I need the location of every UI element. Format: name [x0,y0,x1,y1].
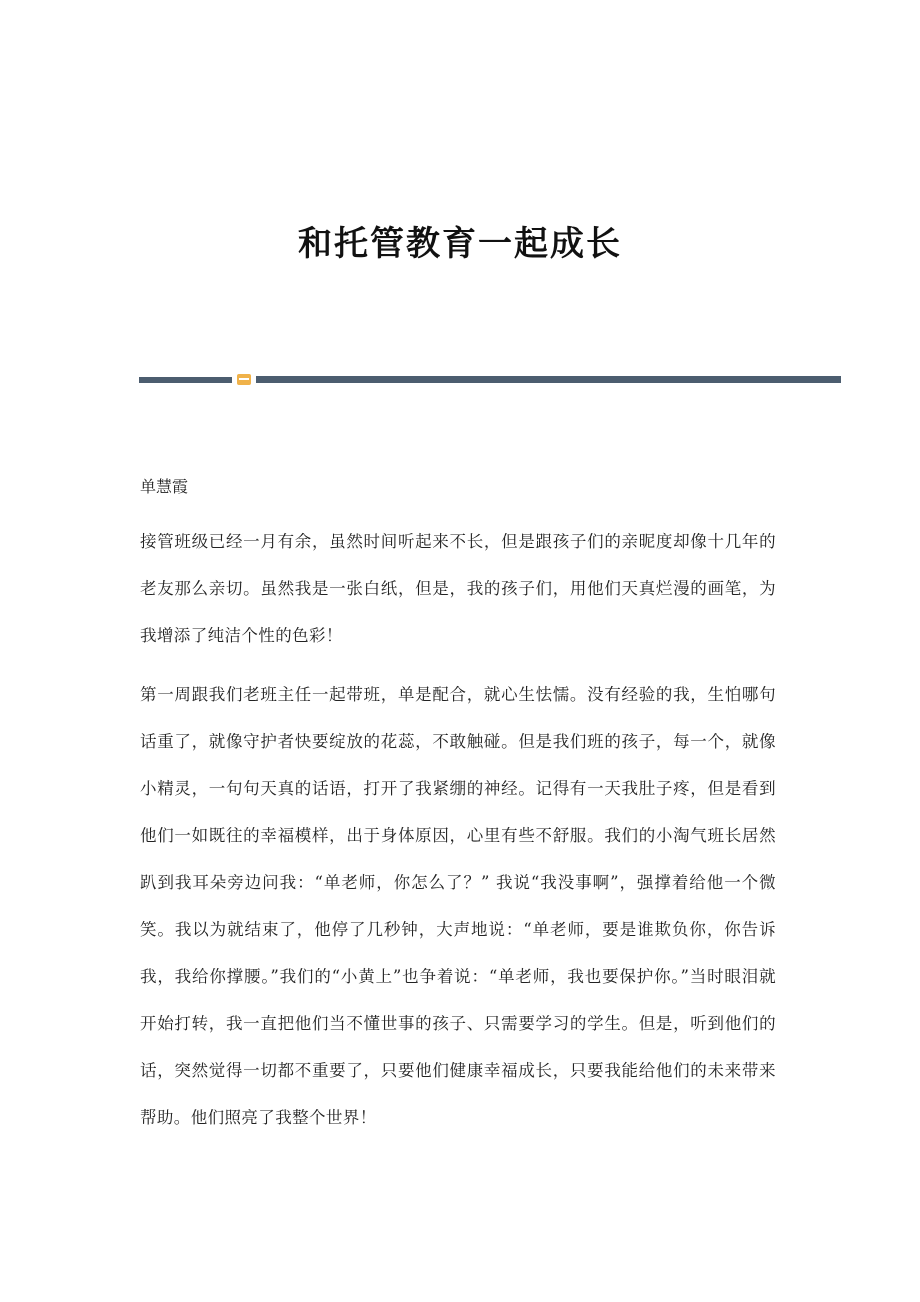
document-title: 和托管教育一起成长 [298,224,622,264]
author-name: 单慧霞 [140,477,189,496]
title-divider [139,374,841,386]
paragraph-2: 第一周跟我们老班主任一起带班，单是配合，就心生怯懦。没有经验的我，生怕哪句话重了，就像守护者快要绽放的花蕊，不敢触碰。但是我们班的孩子，每一个，就像小精灵，一句句天真的话语，打开了我紧绷的神经。记得有一天我肚子疼，但是看到他们一如既往的幸福模样，出于身体原因，心里有些不舒服。我们的小淘气班长居然趴到我耳朵旁边问我：“单老师，你怎么了？” 我说“我没事啊”，强撑着给他一个微笑。我以为就结束了，他停了几秒钟，大声地说：“单老师，要是谁欺负你，你告诉我，我给你撑腰。”我们的“小黄上”也争着说：“单老师，我也要保护你。”当时眼泪就开始打转，我一直把他们当不懂世事的孩子、只需要学习的学生。但是，听到他们的话，突然觉得一切都不重要了，只要他们健康幸福成长，只要我能给他们的未来带来帮助。他们照亮了我整个世界！ [140,685,776,1127]
paragraph-1: 接管班级已经一月有余，虽然时间听起来不长，但是跟孩子们的亲昵度却像十几年的老友那么亲切。虽然我是一张白纸，但是，我的孩子们，用他们天真烂漫的画笔，为我增添了纯洁个性的色彩！ [140,532,776,645]
divider-bar-left [139,377,232,383]
divider-ornament-icon [237,374,251,385]
divider-bar-right [256,376,841,383]
